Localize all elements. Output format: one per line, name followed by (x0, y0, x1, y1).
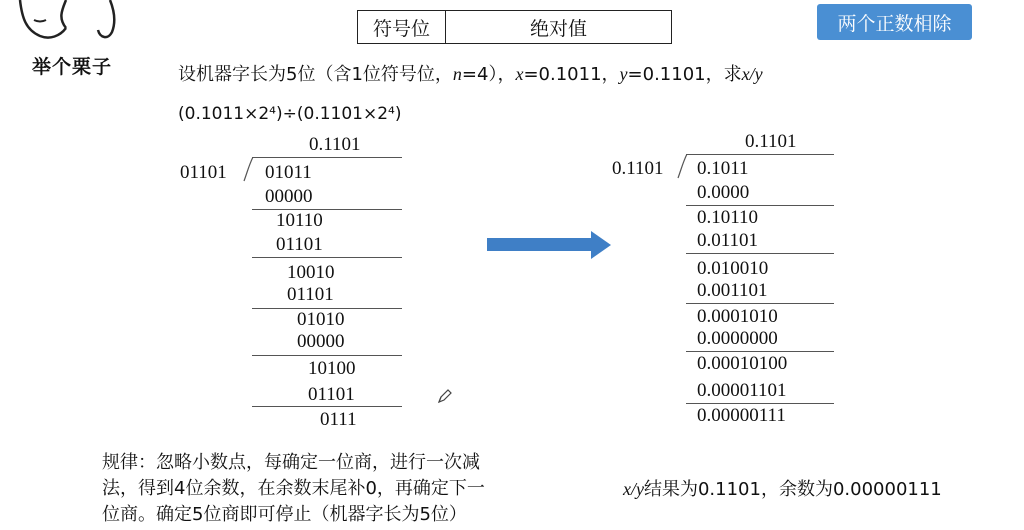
left-remainder: 0111 (320, 409, 357, 430)
left-line-1 (252, 209, 402, 210)
x-value: =0.1011， (523, 64, 620, 85)
y-value: =0.1101，求 (627, 64, 742, 85)
right-step-7: 0.0001010 (697, 306, 778, 327)
left-step-4: 01101 (276, 234, 323, 255)
division-expression: (0.1011×2⁴)÷(0.1101×2⁴) (178, 104, 402, 124)
n-variable: n (452, 64, 462, 84)
right-divisor: 0.1101 (612, 158, 664, 179)
logo-text: 举个栗子 (32, 56, 113, 78)
sign-magnitude-header (357, 10, 672, 44)
transform-arrow (487, 230, 613, 260)
problem-statement (178, 60, 763, 86)
left-step-3: 10110 (276, 210, 323, 231)
rule-line-2: 法，得到4位余数，在余数末尾补0，再确定下一 (102, 478, 485, 499)
result-value: 结果为0.1101，余数为0.00000111 (643, 479, 942, 500)
left-quotient: 0.1101 (309, 134, 361, 155)
left-step-5: 10010 (287, 262, 335, 283)
mascot-figure (0, 0, 130, 45)
right-line-1 (686, 205, 834, 206)
right-line-4 (686, 351, 834, 352)
x-variable: x (515, 64, 524, 84)
left-line-5 (252, 406, 402, 407)
left-step-6: 01101 (287, 284, 334, 305)
result-text (623, 475, 942, 501)
left-division-bracket (243, 157, 255, 183)
left-step-7: 01010 (297, 309, 345, 330)
left-step-2: 00000 (265, 186, 313, 207)
left-step-9: 10100 (308, 358, 356, 379)
left-step-10: 01101 (308, 384, 355, 405)
right-quotient: 0.1101 (745, 131, 797, 152)
right-division-bracket (677, 154, 689, 180)
left-line-4 (252, 355, 402, 356)
topic-badge: 两个正数相除 (817, 4, 972, 40)
left-divisor: 01101 (180, 162, 227, 183)
rule-line-3: 位商。确定5位商即可停止（机器字长为5位） (102, 504, 467, 525)
right-line-5 (686, 403, 834, 404)
left-step-1: 01011 (265, 162, 312, 183)
rule-text (102, 450, 572, 528)
sign-bit-cell: 符号位 (358, 11, 446, 43)
right-step-1: 0.1011 (697, 158, 749, 179)
right-step-2: 0.0000 (697, 182, 750, 203)
problem-prefix: 设机器字长为5位（含1位符号位， (178, 64, 453, 85)
pencil-icon (437, 388, 453, 404)
right-line-2 (686, 253, 834, 254)
left-quotient-line (252, 157, 402, 158)
rule-line-1: 规律：忽略小数点，每确定一位商，进行一次减 (102, 452, 480, 473)
right-quotient-line (686, 154, 834, 155)
left-step-8: 00000 (297, 331, 345, 352)
absolute-value-cell: 绝对值 (529, 17, 587, 40)
target-expression: x/y (741, 64, 763, 84)
right-step-9: 0.00010100 (697, 353, 788, 374)
right-line-3 (686, 303, 834, 304)
left-line-2 (252, 257, 402, 258)
right-step-4: 0.01101 (697, 230, 759, 251)
right-remainder: 0.00000111 (697, 405, 786, 426)
y-variable: y (619, 64, 628, 84)
right-step-3: 0.10110 (697, 207, 759, 228)
right-step-8: 0.0000000 (697, 328, 778, 349)
result-variable: x/y (623, 479, 644, 499)
right-step-10: 0.00001101 (697, 380, 787, 401)
right-step-6: 0.001101 (697, 280, 768, 301)
n-value: =4）， (461, 64, 516, 85)
right-step-5: 0.010010 (697, 258, 769, 279)
